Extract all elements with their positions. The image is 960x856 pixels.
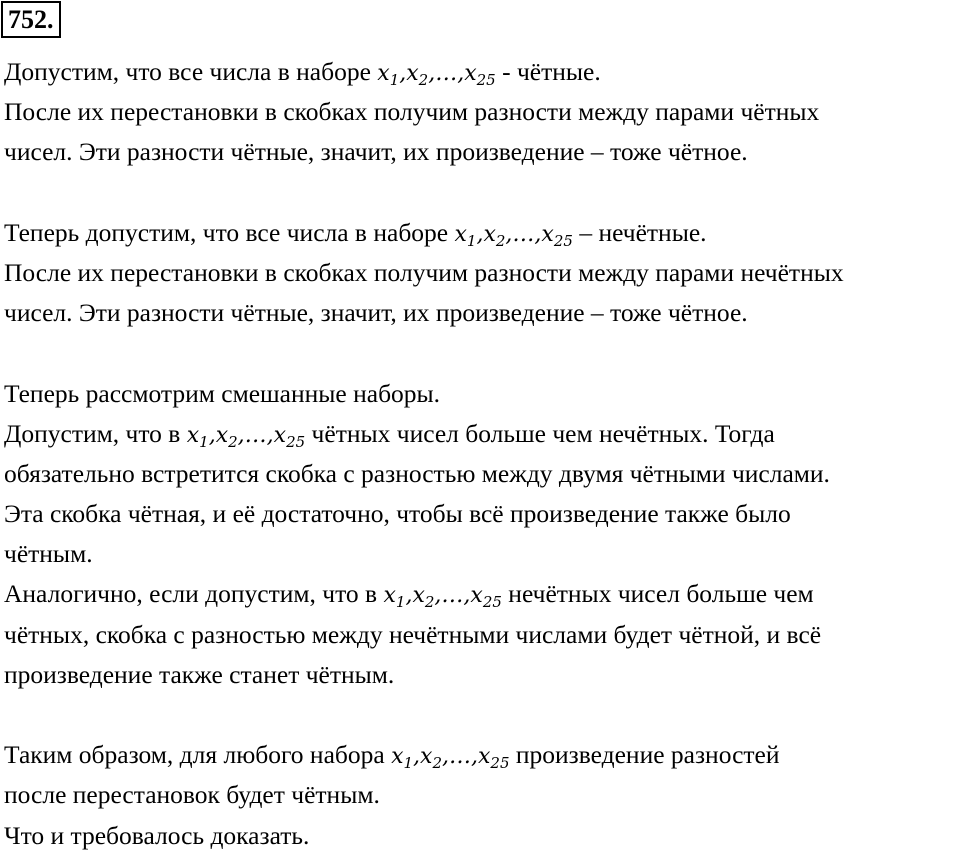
text-line (4, 414, 960, 454)
problem-number: 752. (1, 1, 61, 38)
text-line: чисел. Эти разности чётные, значит, их произведение – тоже чётное. (4, 137, 748, 167)
text-line: После их перестановки в скобках получим разности между парами нечётных (4, 257, 844, 287)
text-span: Таким образом, для любого набора (4, 740, 392, 770)
math-set-expression: $x_1,x_2,\dots,x_{25}$ (377, 61, 496, 89)
text-line: обязательно встретится скобка с разностью между двумя чётными числами. (4, 458, 830, 488)
text-line (4, 213, 960, 253)
text-line: Что и требовалось доказать. (4, 820, 310, 850)
text-line: чётным. (4, 539, 93, 569)
text-line: чисел. Эти разности чётные, значит, их произведение – тоже чётное. (4, 298, 748, 328)
text-span: – нечётные. (572, 217, 707, 247)
text-span: чётных чисел больше чем нечётных. Тогда (305, 418, 775, 448)
text-line: После их перестановки в скобках получим разности между парами чётных (4, 97, 820, 127)
text-span: нечётных чисел больше чем (501, 579, 814, 609)
paragraph-spacer (4, 695, 960, 735)
math-set-expression: $x_1,x_2,\dots,x_{25}$ (391, 744, 510, 773)
text-line: Эта скобка чётная, и её достаточно, чтобы всё произведение также было (4, 499, 791, 529)
text-line (4, 52, 960, 92)
text-line (4, 735, 960, 775)
text-span: Аналогично, если допустим, что в (4, 579, 384, 609)
text-span: Допустим, что все числа в наборе (4, 57, 378, 86)
text-span: Допустим, что в (4, 418, 187, 448)
text-line: произведение также станет чётным. (4, 659, 395, 689)
text-line: Теперь рассмотрим смешанные наборы. (4, 378, 441, 408)
math-set-expression: $x_1,x_2,\dots,x_{25}$ (383, 583, 502, 612)
text-line: чётных, скобка с разностью между нечётными числами будет чётной, и всё (4, 619, 822, 649)
paragraph-spacer (4, 173, 960, 213)
text-span: произведение разностей (509, 740, 780, 770)
text-span: Теперь допустим, что все числа в наборе (4, 217, 455, 247)
solution-text (4, 52, 960, 856)
math-set-expression: $x_1,x_2,\dots,x_{25}$ (186, 422, 306, 451)
text-line (4, 574, 960, 614)
text-span: - чётные. (495, 57, 601, 86)
text-line: после перестановок будет чётным. (4, 780, 380, 810)
math-set-expression: $x_1,x_2,\dots,x_{25}$ (454, 221, 573, 250)
paragraph-spacer (4, 333, 960, 373)
